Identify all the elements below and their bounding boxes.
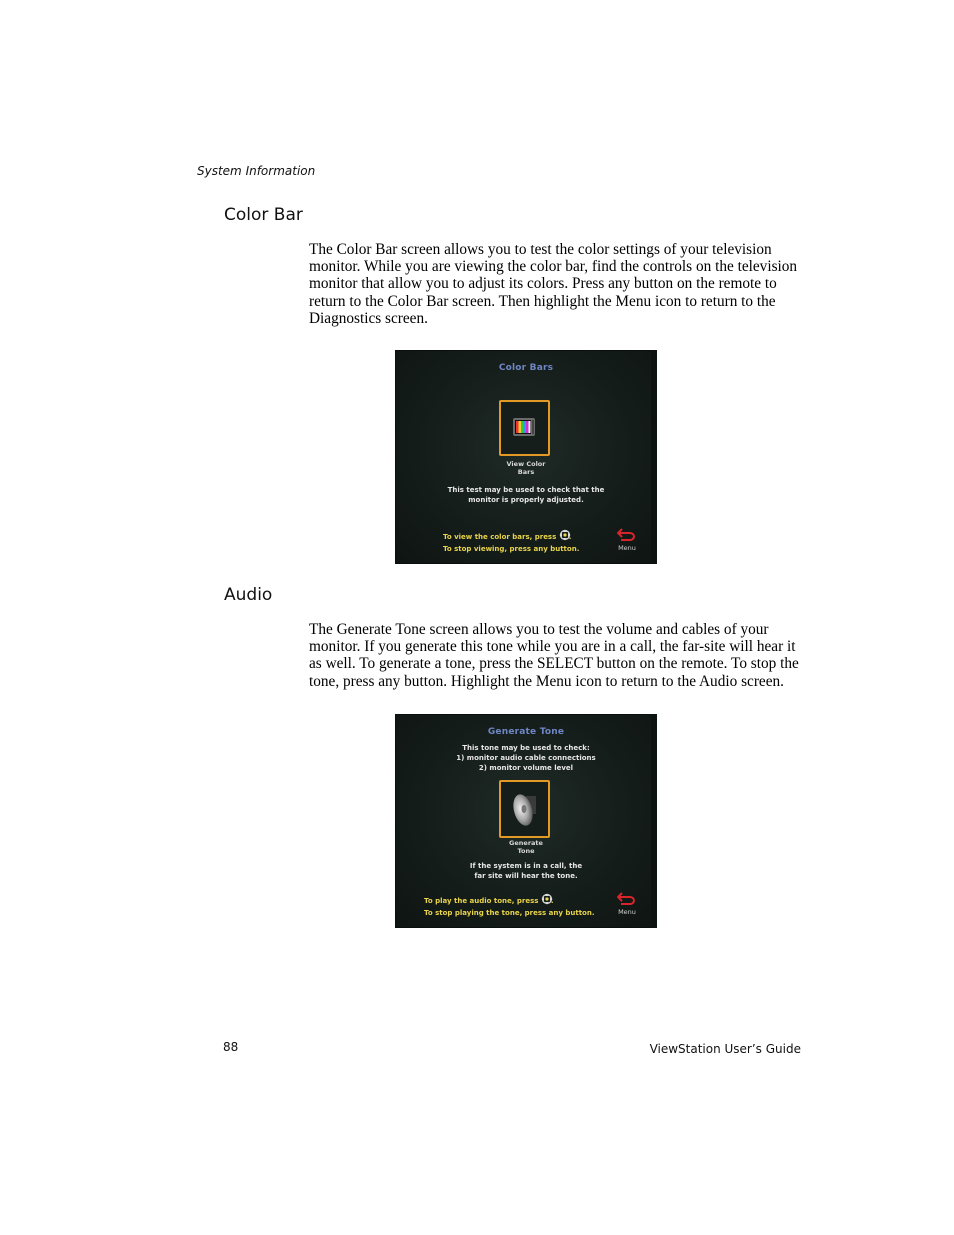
- check-line2: 1) monitor audio cable connections: [456, 754, 596, 762]
- screen-title: Generate Tone: [487, 727, 565, 737]
- icon-caption-line2: Bars: [517, 468, 535, 476]
- screen-title: Color Bars: [498, 363, 554, 373]
- check-line1: This tone may be used to check:: [462, 744, 590, 752]
- note-line2: far site will hear the tone.: [474, 872, 578, 880]
- speaker-icon: [501, 821, 548, 840]
- menu-label: Menu: [618, 908, 636, 916]
- icon-caption-line2: Tone: [517, 847, 535, 855]
- menu-return-icon: [617, 890, 637, 909]
- generate-tone-button[interactable]: [499, 780, 550, 838]
- instruction-line1: To play the audio tone, press: [424, 897, 539, 905]
- running-head: System Information: [197, 164, 316, 178]
- color-bars-tv-icon: [501, 439, 548, 458]
- icon-caption-line1: View Color: [506, 460, 546, 468]
- instruction-line2: To stop viewing, press any button.: [443, 544, 580, 553]
- section-heading-audio: Audio: [224, 585, 273, 605]
- color-bars-screenshot: Color Bars View Color Bars This test may be used to check that the monitor is properly adjusted. To view the color bars, press . To stop viewing, press any button. Menu: [395, 350, 657, 564]
- note-line2: monitor is properly adjusted.: [468, 496, 584, 504]
- guide-title: ViewStation User’s Guide: [649, 1042, 801, 1056]
- check-line3: 2) monitor volume level: [478, 764, 574, 772]
- note-line1: If the system is in a call, the: [469, 862, 583, 870]
- remote-nav-icon: [559, 529, 569, 539]
- generate-tone-screenshot: Generate Tone This tone may be used to check: 1) monitor audio cable connections 2) monitor volume level Generate Tone If the system is in a call, the far site will hear the tone. To play the audio tone, press . To stop playing the tone, press any button. Menu: [395, 714, 657, 928]
- instruction-line1: To view the color bars, press: [443, 533, 557, 541]
- menu-label: Menu: [618, 544, 636, 552]
- note-line1: This test may be used to check that the: [447, 486, 605, 494]
- audio-description: The Generate Tone screen allows you to test the volume and cables of your monitor. If you generate this tone while you are in a call, the far-site will hear it as well. To generate a tone, press the SELECT button on the remote. To stop the tone, press any button. Highlight the Menu icon to return to the Audio screen.: [309, 621, 799, 690]
- remote-nav-icon: [541, 893, 551, 903]
- icon-caption-line1: Generate: [509, 839, 543, 847]
- page-number: 88: [223, 1040, 239, 1054]
- view-color-bars-button[interactable]: [499, 400, 550, 456]
- menu-return-icon: [617, 526, 637, 545]
- menu-button[interactable]: [615, 890, 639, 916]
- color-bar-description: The Color Bar screen allows you to test the color settings of your television monitor. While you are viewing the color bar, find the controls on the television monitor that allow you to adjust its colors. Press any button on the remote to return to the Color Bar screen. Then highlight the Menu icon to return to the Diagnostics screen.: [309, 241, 798, 327]
- menu-button[interactable]: [615, 526, 639, 552]
- instruction-line2: To stop playing the tone, press any button.: [424, 908, 595, 917]
- section-heading-color-bar: Color Bar: [224, 205, 303, 225]
